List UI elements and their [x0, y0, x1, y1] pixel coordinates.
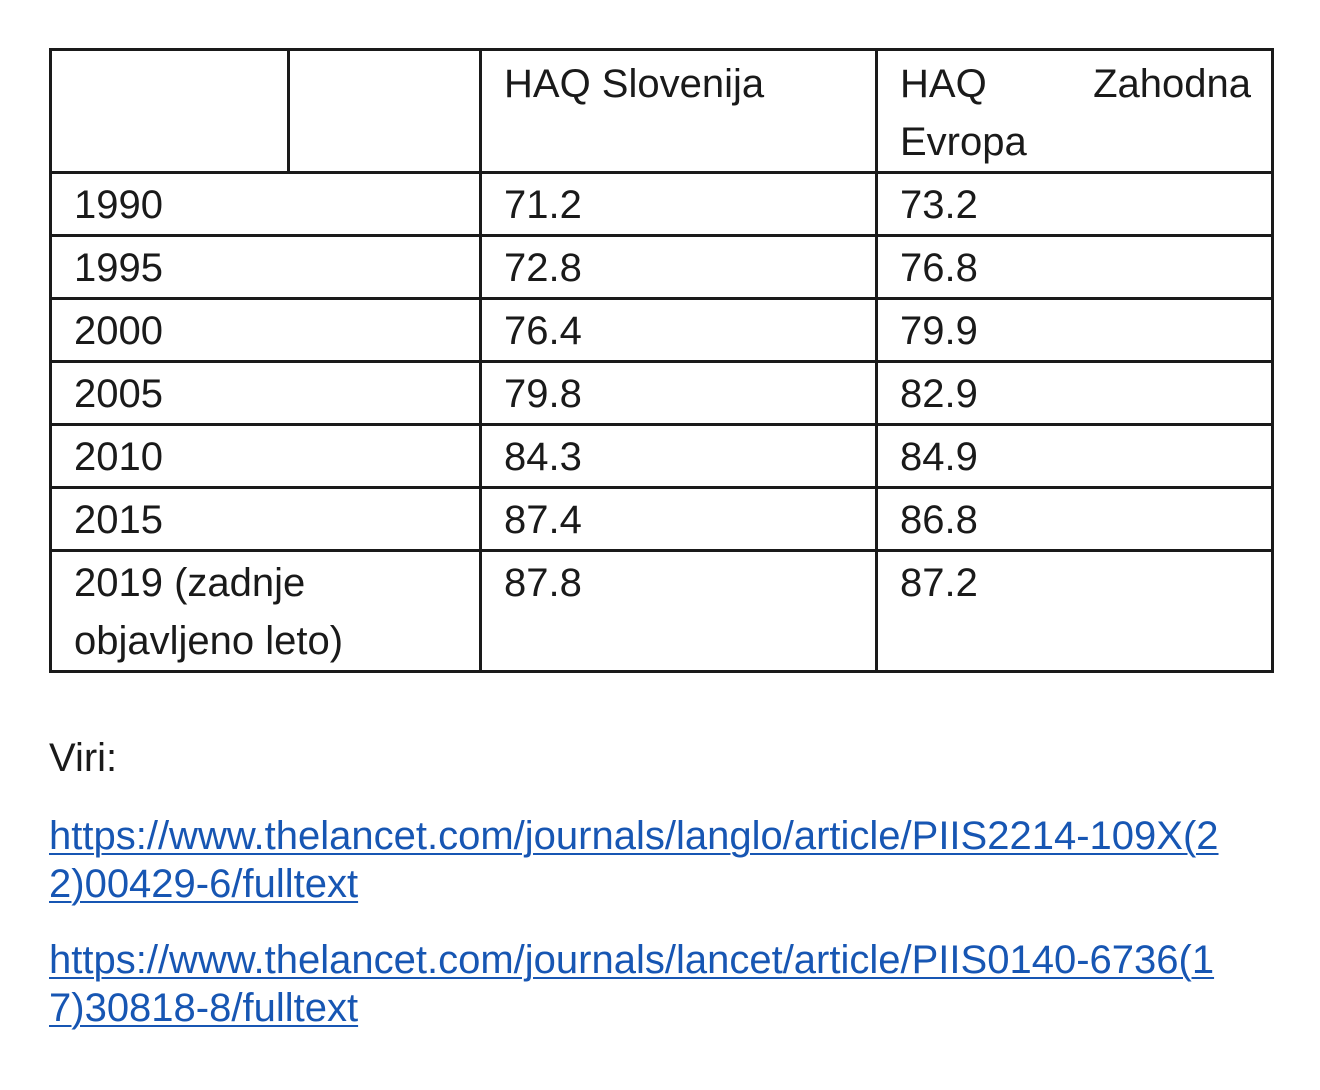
- zahodna-value-cell: 79.9: [877, 299, 1273, 362]
- source-link-lancet[interactable]: https://www.thelancet.com/journals/lancet/article/PIIS0140-6736(17)30818-8/fulltext: [49, 938, 1215, 1030]
- zahodna-value-cell: 82.9: [877, 362, 1273, 425]
- table-row: [51, 299, 1273, 362]
- header-empty-cell: [289, 50, 481, 173]
- year-cell: 2019 (zadnje objavljeno leto): [51, 551, 481, 672]
- zahodna-value-cell: 73.2: [877, 173, 1273, 236]
- year-cell: 1995: [51, 236, 481, 299]
- year-cell: 2005: [51, 362, 481, 425]
- sources-label: Viri:: [49, 736, 118, 780]
- header-haq-slovenija: HAQ Slovenija: [481, 50, 877, 173]
- table-row: [51, 488, 1273, 551]
- slovenija-value-cell: 84.3: [481, 425, 877, 488]
- table-header-row: [51, 50, 1273, 173]
- header-empty-cell: [51, 50, 289, 173]
- year-cell: 2015: [51, 488, 481, 551]
- source-link-lancet-global-health[interactable]: https://www.thelancet.com/journals/langlo/article/PIIS2214-109X(22)00429-6/fulltext: [49, 814, 1219, 906]
- slovenija-value-cell: 87.8: [481, 551, 877, 672]
- zahodna-value-cell: 76.8: [877, 236, 1273, 299]
- slovenija-value-cell: 87.4: [481, 488, 877, 551]
- year-cell: 2000: [51, 299, 481, 362]
- slovenija-value-cell: 76.4: [481, 299, 877, 362]
- zahodna-value-cell: 87.2: [877, 551, 1273, 672]
- year-cell: 1990: [51, 173, 481, 236]
- table-row: [51, 362, 1273, 425]
- zahodna-value-cell: 86.8: [877, 488, 1273, 551]
- slovenija-value-cell: 71.2: [481, 173, 877, 236]
- year-cell: 2010: [51, 425, 481, 488]
- table-row: [51, 551, 1273, 672]
- slovenija-value-cell: 79.8: [481, 362, 877, 425]
- table-row: [51, 425, 1273, 488]
- slovenija-value-cell: 72.8: [481, 236, 877, 299]
- table-row: [51, 173, 1273, 236]
- haq-table: [49, 48, 1274, 673]
- header-haq-zahodna-evropa: HAQ Zahodna Evropa: [877, 50, 1273, 173]
- zahodna-value-cell: 84.9: [877, 425, 1273, 488]
- table-row: [51, 236, 1273, 299]
